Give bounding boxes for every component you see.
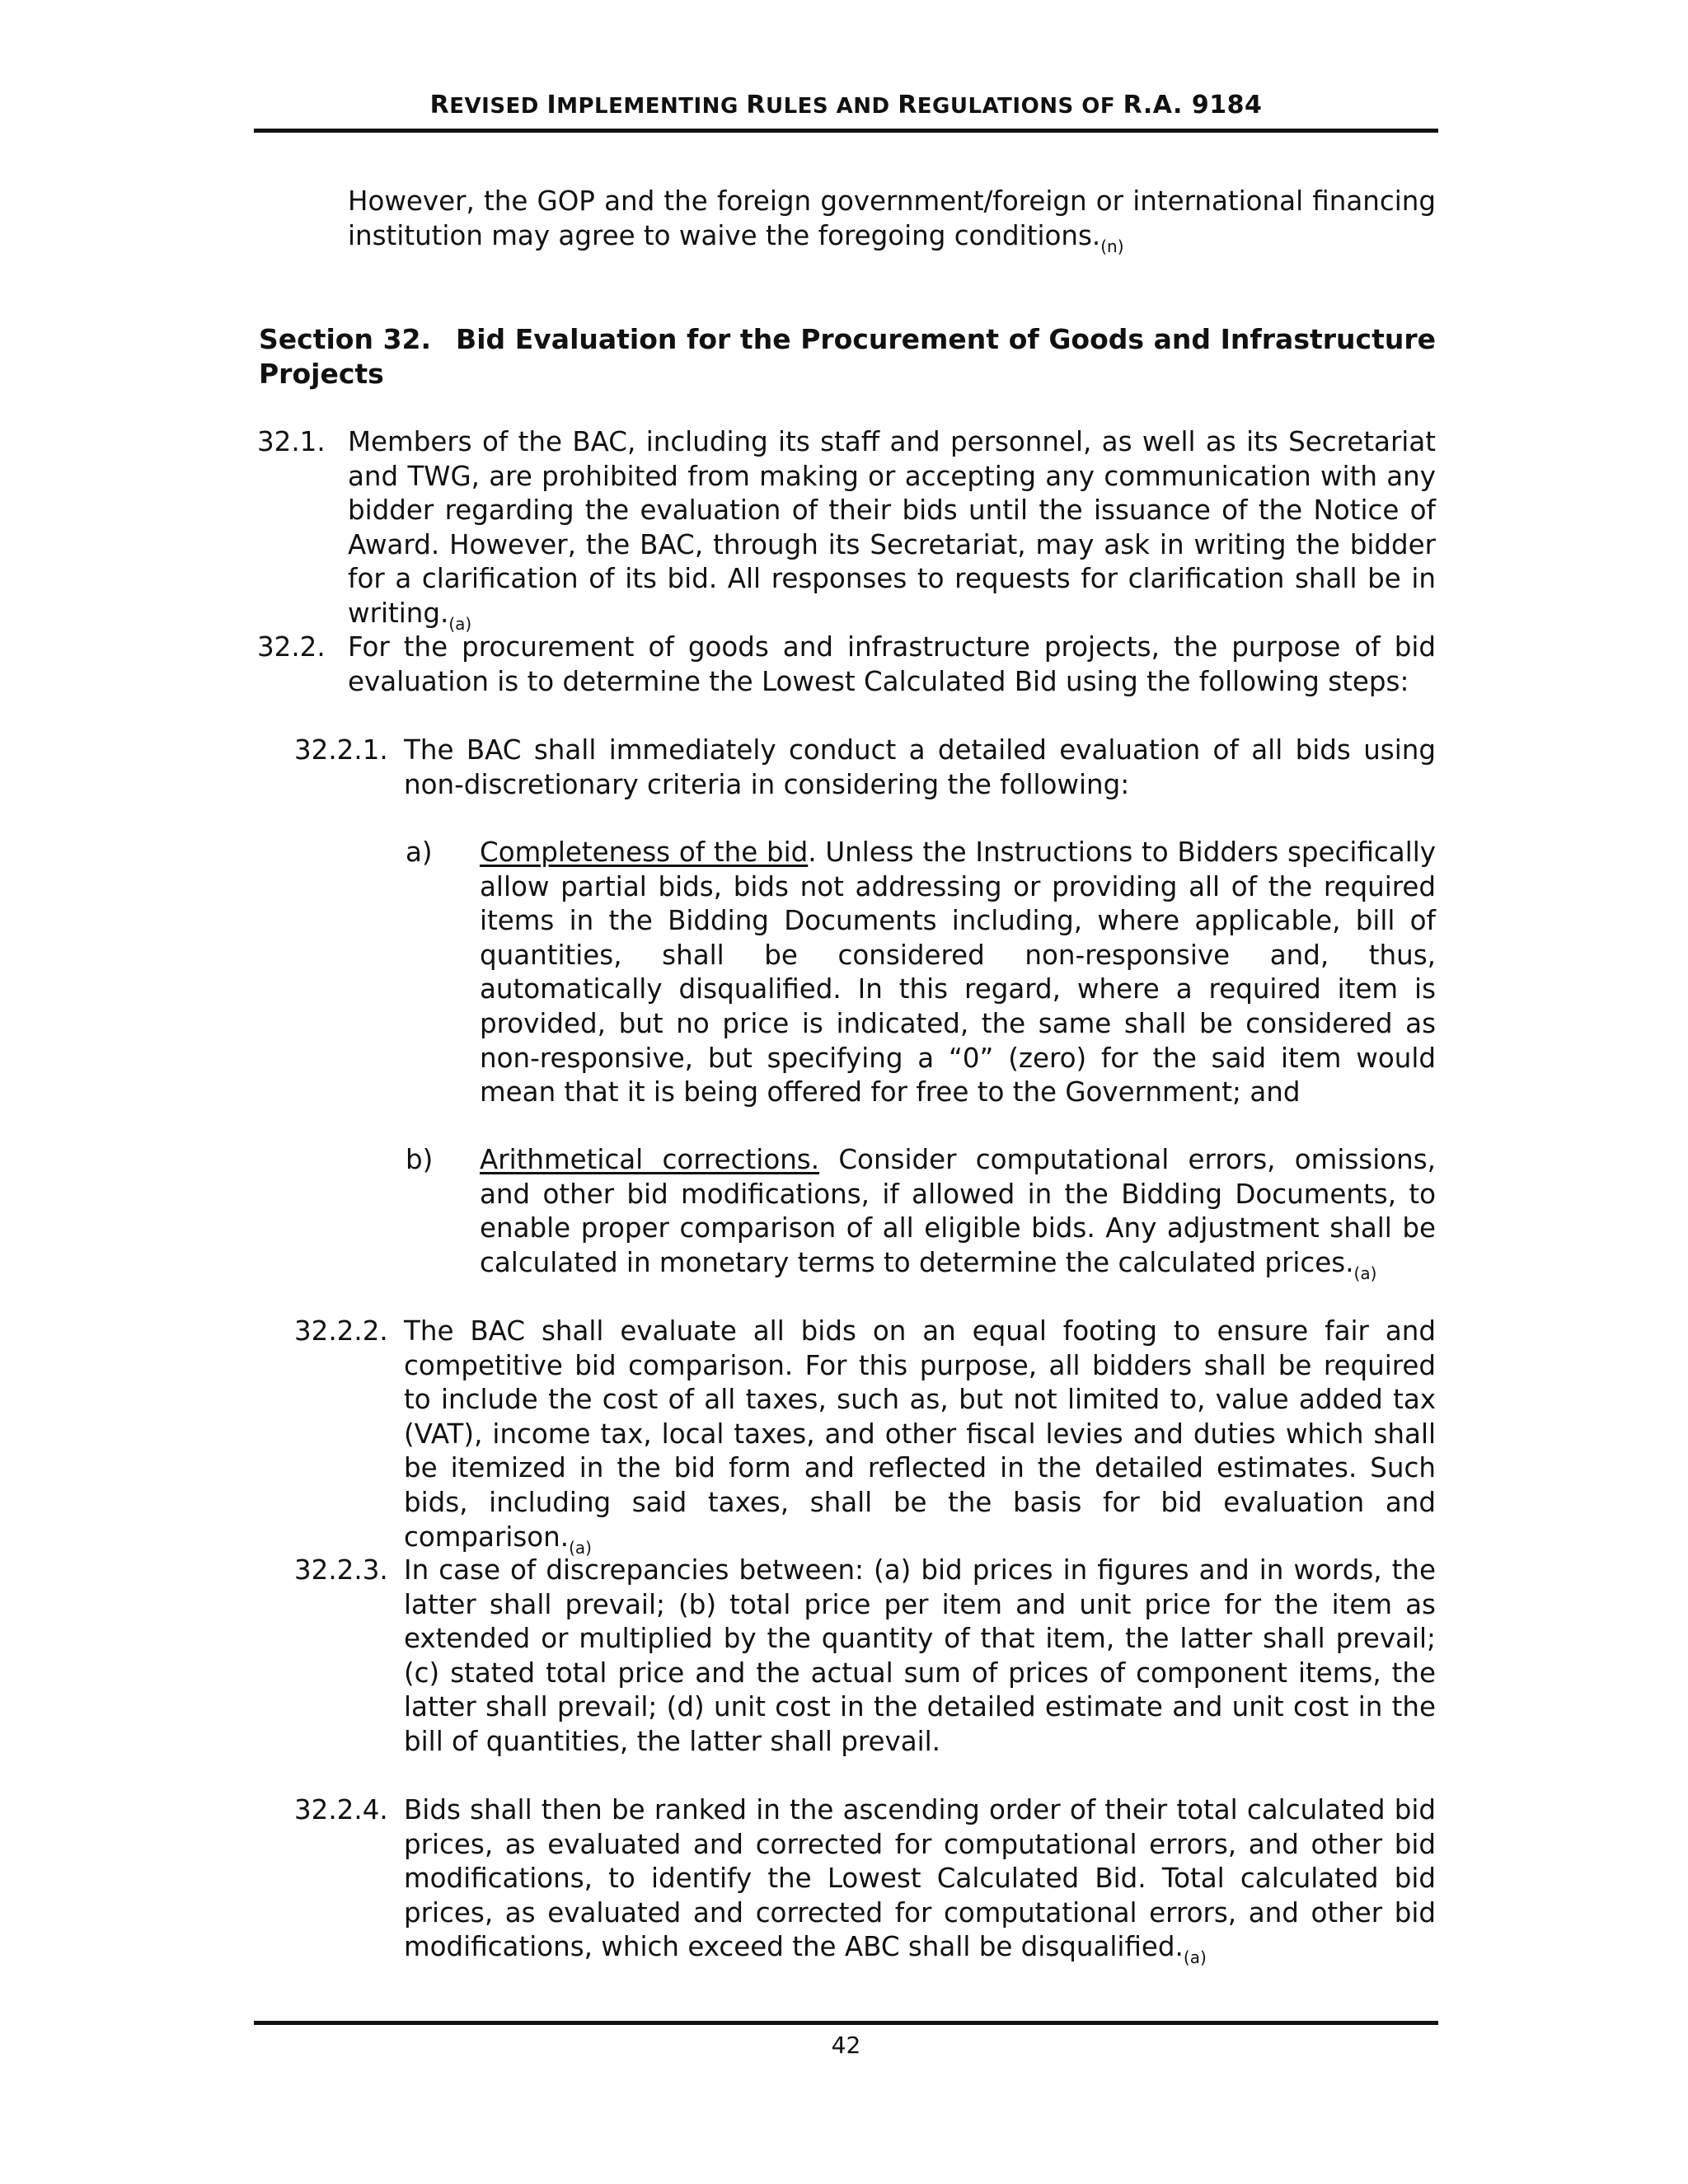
item-a-heading: Completeness of the bid: [480, 837, 809, 868]
item-b-tag: (a): [1353, 1263, 1377, 1283]
header-word-3: ULES AND: [765, 94, 898, 119]
header-cap-4: R: [898, 91, 917, 120]
header-cap-2: I: [546, 91, 557, 120]
header-cap-3: R: [746, 91, 766, 120]
paragraph-32-2-4-text: Bids shall then be ranked in the ascending order of their total calculated bid prices, as evaluated and corrected for computational errors, and other bid modifications, to identify the Lowest Calculated Bid. Total calculated bid prices, as evaluated and corrected for computational errors, and other bid modifications, which exceed the ABC shall be disqualified.: [404, 1794, 1436, 1963]
paragraph-32-2: For the procurement of goods and infrastructure projects, the purpose of bid evaluation is to determine the Lowest Calculated Bid using the following steps:: [348, 631, 1436, 697]
para-number-32-2: 32.2.: [257, 631, 326, 663]
item-b-paragraph: [480, 1143, 1437, 1283]
header-ra-number: R.A. 9184: [1123, 91, 1263, 120]
section-title-text: Bid Evaluation for the Procurement of Goods and Infrastructure Projects: [259, 323, 1436, 390]
header-word-2: MPLEMENTING: [556, 94, 747, 119]
paragraph-32-2-4: [404, 1793, 1436, 1968]
para-number-32-2-3: 32.2.3.: [294, 1554, 388, 1586]
section-title: [259, 322, 1436, 391]
header-word-1: EVISED: [449, 94, 547, 119]
item-b-letter: b): [406, 1144, 434, 1175]
para-number-32-2-4: 32.2.4.: [294, 1794, 388, 1825]
para-number-32-1: 32.1.: [257, 426, 326, 457]
paragraph-32-1-tag: (a): [448, 613, 472, 634]
running-header: [256, 91, 1437, 120]
footer-rule: [254, 2021, 1438, 2025]
paragraph-32-2-2: [404, 1315, 1436, 1558]
paragraph-32-2-4-tag: (a): [1183, 1947, 1207, 1968]
item-a-letter: a): [406, 837, 433, 868]
paragraph-32-1: [348, 425, 1436, 634]
paragraph-32-1-text: Members of the BAC, including its staff and personnel, as well as its Secretariat and TWG, are prohibited from making or accepting any communication with any bidder regarding the evaluation of their bids until the issuance of the Notice of Award. However, the BAC, through its Secretariat, may ask in writing the bidder for a clarification of its bid. All responses to requests for clarification shall be in writing.: [348, 426, 1436, 629]
item-b-text: Consider computational errors, omissions, and other bid modifications, if allowed in the Bidding Documents, to enable proper comparison of all eligible bids. Any adjustment shall be calculated in monetary terms to determine the calculated prices.: [480, 1144, 1437, 1278]
intro-paragraph: [348, 185, 1436, 256]
page-number: 42: [831, 2032, 861, 2059]
item-a-text: . Unless the Instructions to Bidders specifically allow partial bids, bids not addressing or providing all of the required items in the Bidding Documents including, where applicable, bill of quantities, shall be considered non-responsive and, thus, automatically disqualified. In this regard, where a required item is provided, but no price is indicated, the same shall be considered as non-responsive, but specifying a “0” (zero) for the said item would mean that it is being offered for free to the Government; and: [480, 837, 1436, 1108]
section-number: Section 32.: [259, 323, 432, 355]
header-word-4: EGULATIONS OF: [917, 94, 1123, 119]
header-rule: [254, 129, 1438, 133]
item-a-paragraph: [480, 836, 1436, 1110]
paragraph-32-2-1: The BAC shall immediately conduct a detailed evaluation of all bids using non-discretionary criteria in considering the following:: [404, 734, 1436, 800]
paragraph-32-2-3: In case of discrepancies between: (a) bid prices in figures and in words, the latter shall prevail; (b) total price per item and unit price for the item as extended or multiplied by the quantity of that item, the latter shall prevail; (c) stated total price and the actual sum of prices of component items, the latter shall prevail; (d) unit cost in the detailed estimate and unit cost in the bill of quantities, the latter shall prevail.: [404, 1554, 1436, 1757]
item-b-heading: Arithmetical corrections.: [480, 1144, 820, 1175]
paragraph-32-2-2-text: The BAC shall evaluate all bids on an equal footing to ensure fair and competitive bid comparison. For this purpose, all bidders shall be required to include the cost of all taxes, such as, but not limited to, value added tax (VAT), income tax, local taxes, and other fiscal levies and duties which shall be itemized in the bid form and reflected in the detailed estimates. Such bids, including said taxes, shall be the basis for bid evaluation and comparison.: [404, 1315, 1436, 1553]
para-number-32-2-2: 32.2.2.: [294, 1315, 388, 1347]
intro-tag: (n): [1100, 236, 1124, 256]
paragraph-32-2-2-tag: (a): [569, 1537, 592, 1558]
intro-text: However, the GOP and the foreign government/foreign or international financing institution may agree to waive the foregoing conditions.: [348, 185, 1436, 251]
para-number-32-2-1: 32.2.1.: [294, 734, 388, 766]
header-cap-1: R: [429, 91, 450, 120]
